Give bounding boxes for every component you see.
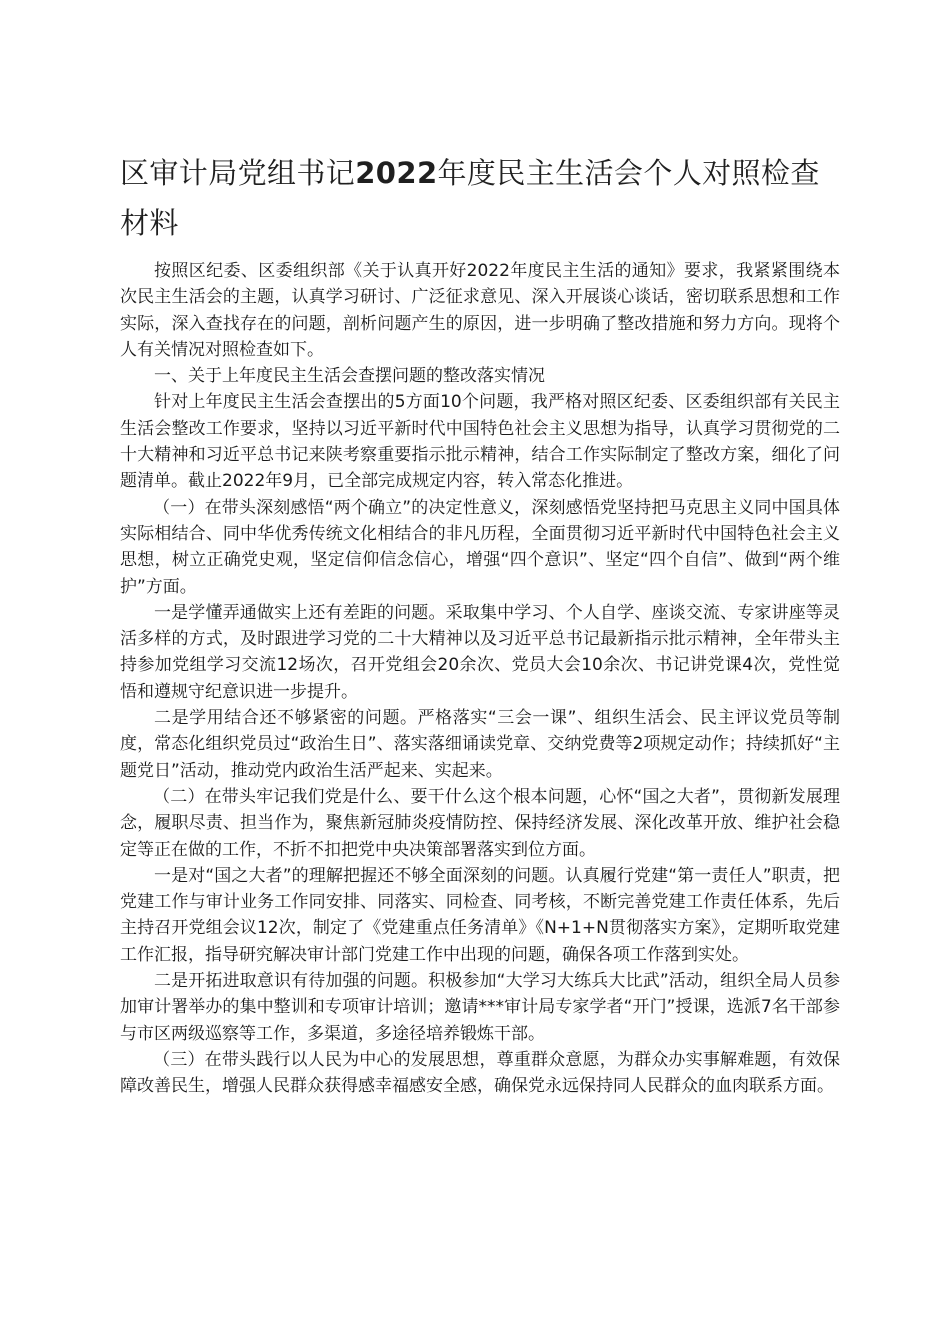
subsection-heading: （三）在带头践行以人民为中心的发展思想，尊重群众意愿，为群众办实事解难题，有效保障改善民生，增强人民群众获得感幸福感安全感，确保党永远保持同人民群众的血肉联系方面。 xyxy=(120,1049,840,1097)
title-year: 2022 xyxy=(355,156,438,190)
body-paragraph: 一是学懂弄通做实上还有差距的问题。采取集中学习、个人自学、座谈交流、专家讲座等灵活多样的方式，及时跟进学习党的二十大精神以及习近平总书记最新指示批示精神，全年带头主持参加党组学习交流12场次，召开党组会20余次、党员大会10余次、书记讲党课4次，党性觉悟和遵规守纪意识进一步提升。 xyxy=(120,602,840,702)
document-body xyxy=(120,258,840,1100)
body-paragraph: 二是学用结合还不够紧密的问题。严格落实“三会一课”、组织生活会、民主评议党员等制度，常态化组织党员过“政治生日”、落实落细诵读党章、交纳党费等2项规定动作；持续抓好“主题党日”活动，推动党内政治生活严起来、实起来。 xyxy=(120,708,840,781)
subsection-heading: （二）在带头牢记我们党是什么、要干什么这个根本问题，心怀“国之大者”，贯彻新发展理念，履职尽责、担当作为，聚焦新冠肺炎疫情防控、保持经济发展、深化改革开放、维护社会稳定等正在做的工作，不折不扣把党中央决策部署落实到位方面。 xyxy=(120,786,840,860)
title-suffix: 年度民主生活会个人对照检查材料 xyxy=(120,156,820,240)
intro-paragraph: 按照区纪委、区委组织部《关于认真开好2022年度民主生活的通知》要求，我紧紧围绕本次民主生活会的主题，认真学习研讨、广泛征求意见、深入开展谈心谈话，密切联系思想和工作实际，深入查找存在的问题，剖析问题产生的原因，进一步明确了整改措施和努力方向。现将个人有关情况对照检查如下。 xyxy=(120,261,840,360)
section-heading: 一、关于上年度民主生活会查摆问题的整改落实情况 xyxy=(154,366,545,387)
body-paragraph: 针对上年度民主生活会查摆出的5方面10个问题，我严格对照区纪委、区委组织部有关民主生活会整改工作要求，坚持以习近平新时代中国特色社会主义思想为指导，认真学习贯彻党的二十大精神和习近平总书记来陕考察重要指示批示精神，结合工作实际制定了整改方案，细化了问题清单。截止2022年9月，已全部完成规定内容，转入常态化推进。 xyxy=(120,392,840,492)
body-paragraph: 一是对“国之大者”的理解把握还不够全面深刻的问题。认真履行党建“第一责任人”职责，把党建工作与审计业务工作同安排、同落实、同检查、同考核，不断完善党建工作责任体系，先后主持召开党组会议12次，制定了《党建重点任务清单》《N+1+N贯彻落实方案》，定期听取党建工作汇报，指导研究解决审计部门党建工作中出现的问题，确保各项工作落到实处。 xyxy=(120,865,840,965)
subsection-heading: （一）在带头深刻感悟“两个确立”的决定性意义，深刻感悟党坚持把马克思主义同中国具体实际相结合、同中华优秀传统文化相结合的非凡历程，全面贯彻习近平新时代中国特色社会主义思想，树立正确党史观，坚定信仰信念信心，增强“四个意识”、坚定“四个自信”、做到“两个维护”方面。 xyxy=(120,497,840,597)
document-title xyxy=(120,148,830,248)
body-paragraph: 二是开拓进取意识有待加强的问题。积极参加“大学习大练兵大比武”活动，组织全局人员参加审计署举办的集中整训和专项审计培训；邀请***审计局专家学者“开门”授课，选派7名干部参与市区两级巡察等工作，多渠道，多途径培养锻炼干部。 xyxy=(120,971,840,1044)
title-prefix: 区审计局党组书记 xyxy=(120,156,356,190)
